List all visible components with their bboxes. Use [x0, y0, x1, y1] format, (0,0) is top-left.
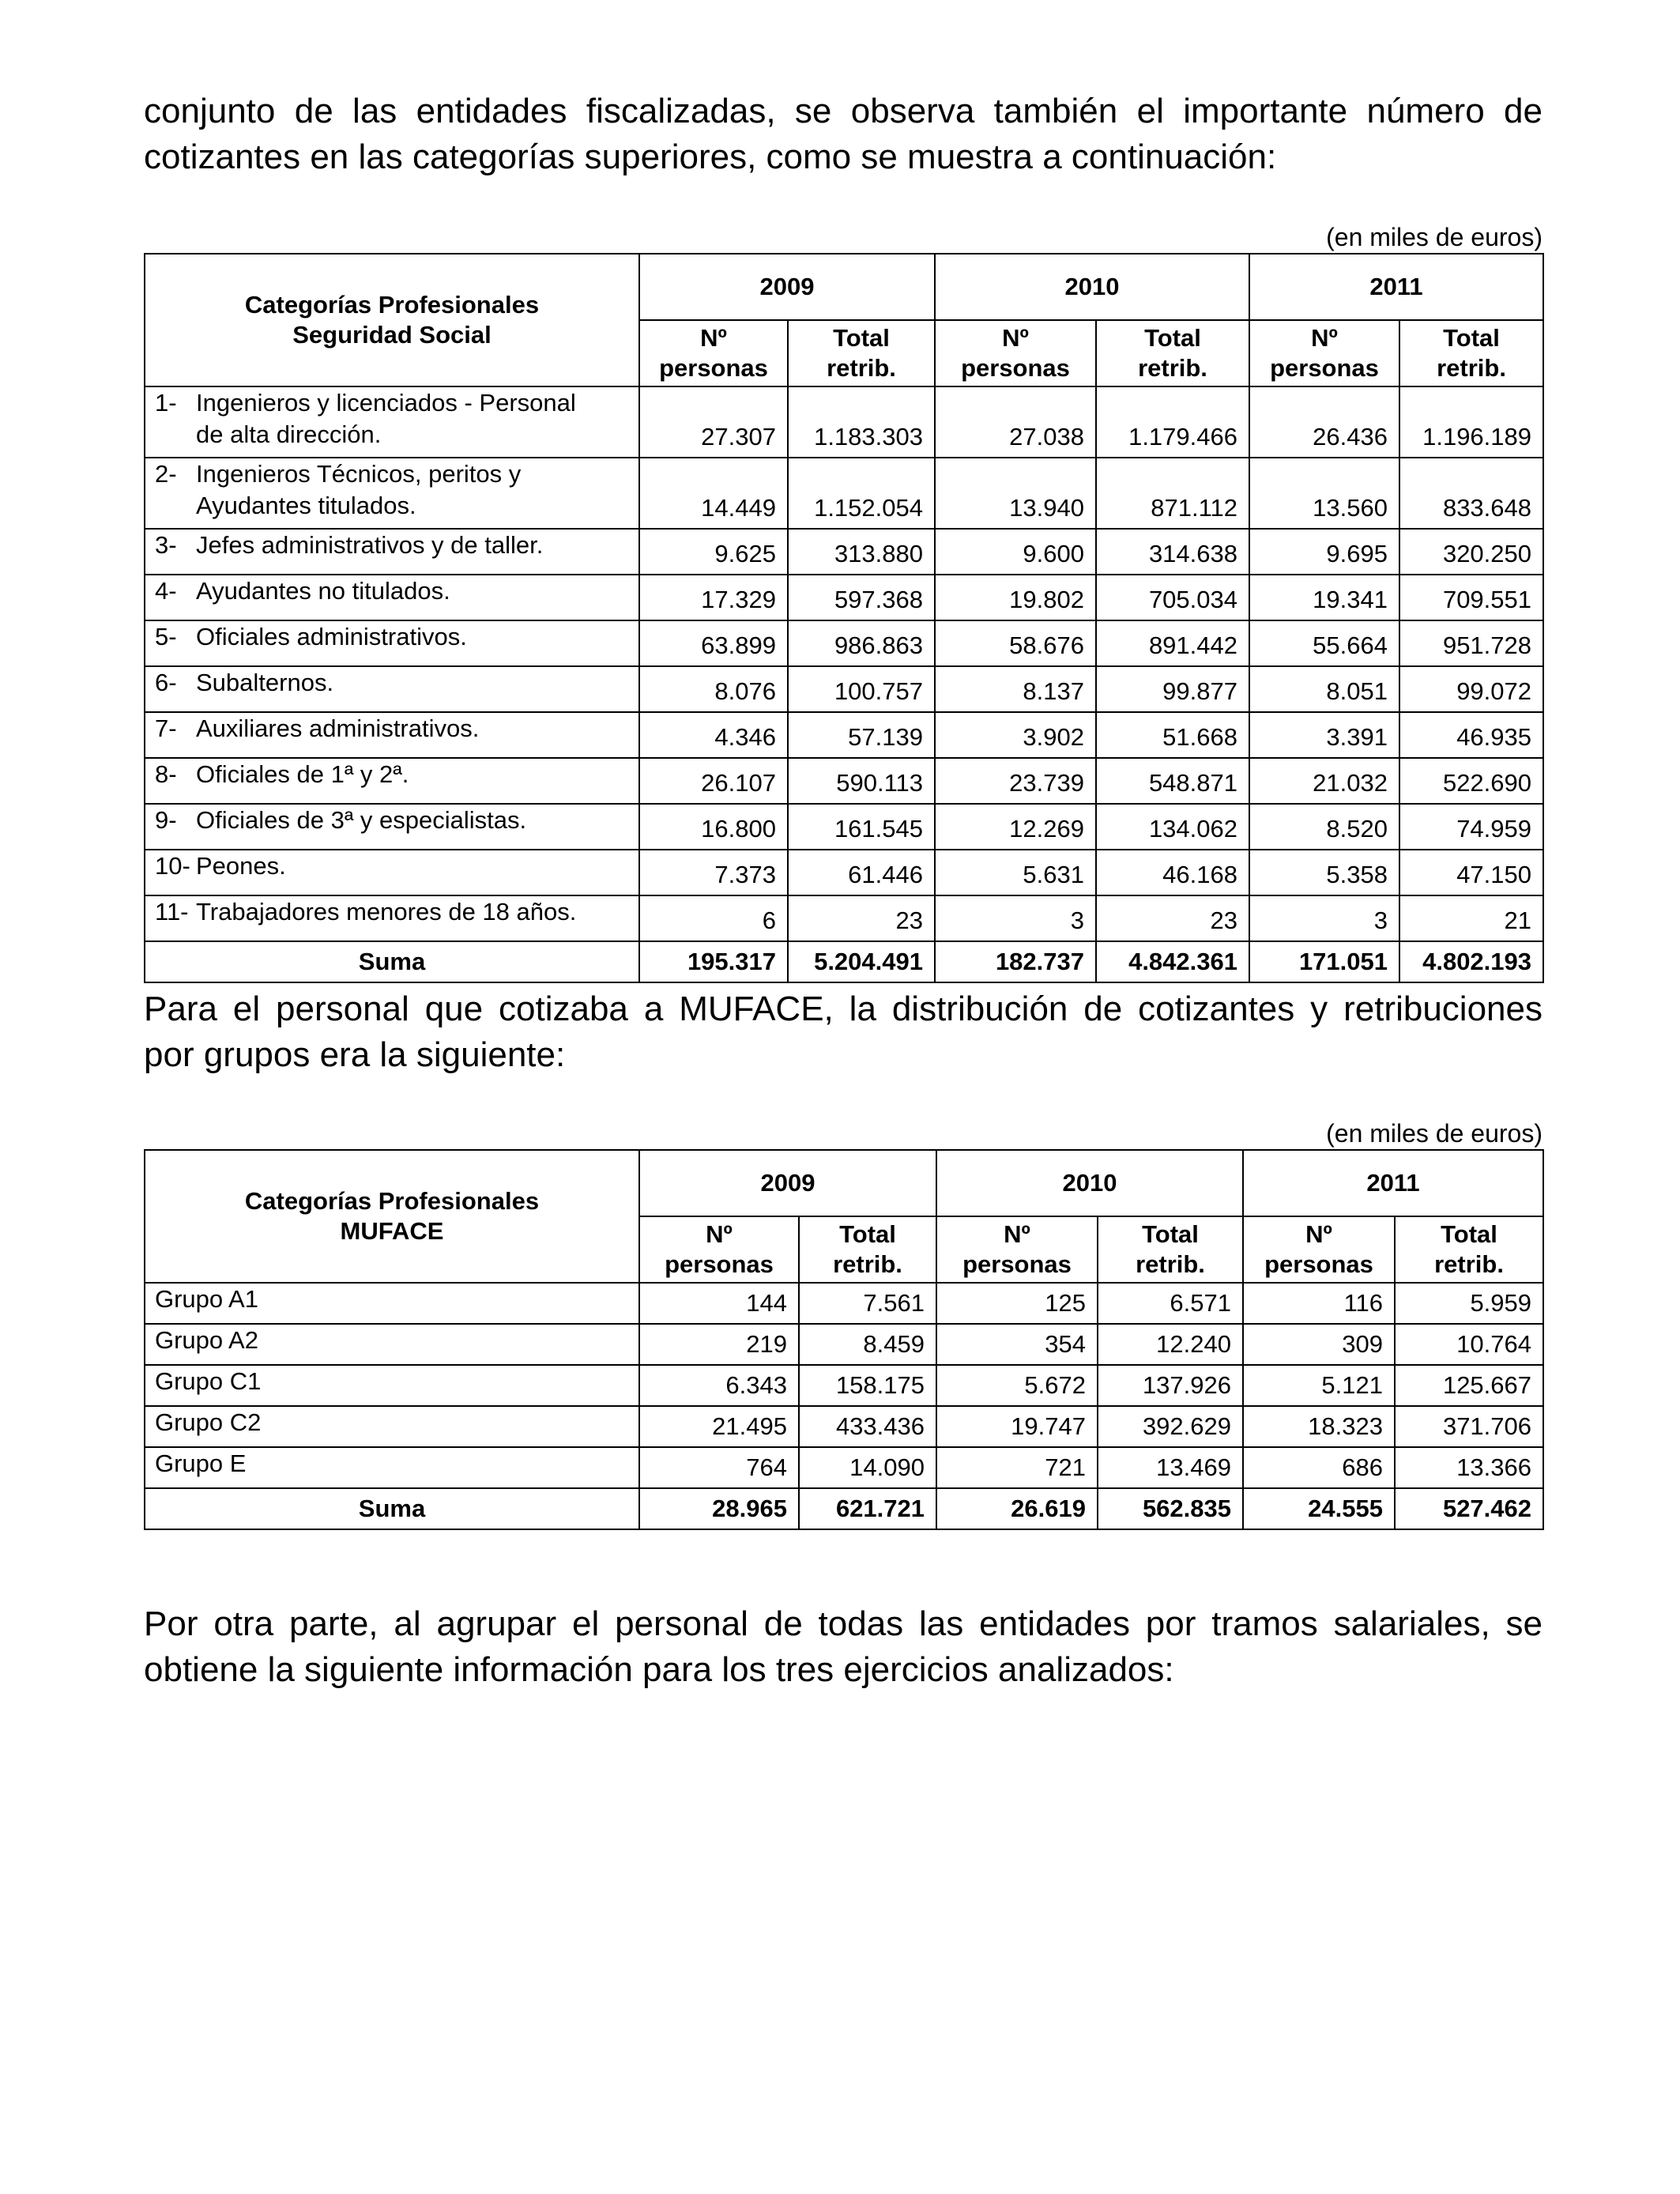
subheader-text: retrib.: [833, 1250, 902, 1278]
category-cell: [145, 804, 639, 850]
category-label: Oficiales de 1ª y 2ª.: [196, 760, 409, 788]
value-cell: 5.959: [1395, 1283, 1543, 1324]
subheader-text: personas: [659, 354, 768, 382]
value-cell: 5.204.491: [788, 941, 935, 982]
value-cell: 686: [1243, 1447, 1395, 1488]
category-header: [145, 1150, 639, 1283]
subheader-text: retrib.: [1136, 1250, 1205, 1278]
table-row: [145, 529, 1543, 575]
value-cell: 171.051: [1249, 941, 1399, 982]
category-label: Peones.: [196, 852, 286, 880]
value-cell: 158.175: [799, 1365, 936, 1406]
subheader-text: Nº: [700, 324, 727, 352]
value-cell: 597.368: [788, 575, 935, 620]
value-cell: 3.391: [1249, 712, 1399, 758]
category-number: 11-: [155, 898, 189, 925]
sum-row: [145, 1488, 1543, 1529]
value-cell: 1.183.303: [788, 386, 935, 458]
category-cell: [145, 850, 639, 895]
subheader-text: personas: [1270, 354, 1379, 382]
header-text: Seguridad Social: [292, 321, 492, 349]
category-number: 9-: [155, 806, 177, 834]
value-cell: 13.560: [1249, 458, 1399, 529]
value-cell: 21.032: [1249, 758, 1399, 804]
value-cell: 10.764: [1395, 1324, 1543, 1365]
value-cell: 14.090: [799, 1447, 936, 1488]
persons-subheader: [935, 320, 1096, 386]
table-row: [145, 1365, 1543, 1406]
value-cell: 24.555: [1243, 1488, 1395, 1529]
total-subheader: [1399, 320, 1543, 386]
header-text: Categorías Profesionales: [244, 291, 540, 319]
table-row: [145, 1324, 1543, 1365]
category-cell: [145, 386, 639, 458]
category-number: 1-: [155, 389, 177, 417]
category-cell: [145, 666, 639, 712]
value-cell: 116: [1243, 1283, 1395, 1324]
value-cell: 313.880: [788, 529, 935, 575]
value-cell: 986.863: [788, 620, 935, 666]
sum-row: [145, 941, 1543, 982]
group-label: Grupo A1: [145, 1283, 639, 1324]
table-row: [145, 575, 1543, 620]
value-cell: 721: [936, 1447, 1098, 1488]
subheader-text: Nº: [1305, 1220, 1332, 1248]
group-label: Grupo E: [145, 1447, 639, 1488]
value-cell: 23: [1096, 895, 1249, 941]
subheader-text: Total: [839, 1220, 896, 1248]
value-cell: 125: [936, 1283, 1098, 1324]
value-cell: 5.672: [936, 1365, 1098, 1406]
value-cell: 871.112: [1096, 458, 1249, 529]
subheader-text: retrib.: [1138, 354, 1207, 382]
value-cell: 19.747: [936, 1406, 1098, 1447]
value-cell: 5.358: [1249, 850, 1399, 895]
value-cell: 705.034: [1096, 575, 1249, 620]
value-cell: 74.959: [1399, 804, 1543, 850]
paragraph-line: cotizantes en las categorías superiores, como se muestra a continuación:: [144, 138, 1277, 176]
subheader-text: retrib.: [1434, 1250, 1504, 1278]
value-cell: 137.926: [1098, 1365, 1243, 1406]
value-cell: 951.728: [1399, 620, 1543, 666]
value-cell: 28.965: [639, 1488, 799, 1529]
table-row: [145, 712, 1543, 758]
category-number: 2-: [155, 460, 177, 488]
value-cell: 8.076: [639, 666, 788, 712]
value-cell: 3.902: [935, 712, 1096, 758]
sum-label: Suma: [145, 1488, 639, 1529]
category-number: 3-: [155, 531, 177, 559]
value-cell: 8.459: [799, 1324, 936, 1365]
value-cell: 6: [639, 895, 788, 941]
category-cell: [145, 529, 639, 575]
category-cell: [145, 895, 639, 941]
category-header: [145, 254, 639, 386]
value-cell: 314.638: [1096, 529, 1249, 575]
category-label: Ingenieros Técnicos, peritos y: [196, 460, 522, 488]
persons-subheader: [1243, 1216, 1395, 1283]
category-cell: [145, 620, 639, 666]
value-cell: 26.107: [639, 758, 788, 804]
value-cell: 21.495: [639, 1406, 799, 1447]
value-cell: 46.168: [1096, 850, 1249, 895]
subheader-text: Nº: [706, 1220, 733, 1248]
category-cell: [145, 575, 639, 620]
value-cell: 354: [936, 1324, 1098, 1365]
value-cell: 13.940: [935, 458, 1096, 529]
subheader-text: retrib.: [827, 354, 896, 382]
value-cell: 527.462: [1395, 1488, 1543, 1529]
category-label: Ingenieros y licenciados - Personal: [196, 389, 576, 417]
subheader-text: Nº: [1002, 324, 1029, 352]
value-cell: 144: [639, 1283, 799, 1324]
category-label: Oficiales de 3ª y especialistas.: [196, 806, 527, 834]
category-cell: [145, 712, 639, 758]
seguridad-social-table: [144, 253, 1544, 983]
value-cell: 99.877: [1096, 666, 1249, 712]
category-cell: [145, 458, 639, 529]
table-row: [145, 895, 1543, 941]
persons-subheader: [639, 320, 788, 386]
value-cell: 51.668: [1096, 712, 1249, 758]
table-row: [145, 458, 1543, 529]
table2-unit-note: (en miles de euros): [1326, 1119, 1543, 1148]
persons-subheader: [1249, 320, 1399, 386]
year-header: 2010: [936, 1150, 1243, 1216]
subheader-text: Nº: [1004, 1220, 1030, 1248]
value-cell: 14.449: [639, 458, 788, 529]
value-cell: 12.240: [1098, 1324, 1243, 1365]
table-row: [145, 804, 1543, 850]
paragraph-line: por grupos era la siguiente:: [144, 1035, 566, 1074]
category-label: Trabajadores menores de 18 años.: [196, 898, 577, 925]
value-cell: 17.329: [639, 575, 788, 620]
category-label: Jefes administrativos y de taller.: [196, 531, 544, 559]
intro-paragraph: [144, 89, 1543, 180]
subheader-text: Total: [1443, 324, 1500, 352]
category-number: 4-: [155, 577, 177, 605]
table-row: [145, 1283, 1543, 1324]
table-row: [145, 850, 1543, 895]
value-cell: 3: [935, 895, 1096, 941]
closing-paragraph: [144, 1601, 1543, 1693]
value-cell: 6.571: [1098, 1283, 1243, 1324]
table-row: [145, 386, 1543, 458]
subheader-text: personas: [961, 354, 1070, 382]
value-cell: 23: [788, 895, 935, 941]
value-cell: 1.152.054: [788, 458, 935, 529]
year-header: 2009: [639, 254, 935, 320]
value-cell: 8.051: [1249, 666, 1399, 712]
value-cell: 99.072: [1399, 666, 1543, 712]
value-cell: 8.520: [1249, 804, 1399, 850]
category-label: de alta dirección.: [196, 420, 382, 448]
value-cell: 195.317: [639, 941, 788, 982]
value-cell: 891.442: [1096, 620, 1249, 666]
table-row: [145, 666, 1543, 712]
value-cell: 392.629: [1098, 1406, 1243, 1447]
sum-label: Suma: [145, 941, 639, 982]
subheader-text: personas: [962, 1250, 1072, 1278]
value-cell: 562.835: [1098, 1488, 1243, 1529]
value-cell: 18.323: [1243, 1406, 1395, 1447]
header-text: MUFACE: [340, 1217, 444, 1245]
value-cell: 55.664: [1249, 620, 1399, 666]
value-cell: 63.899: [639, 620, 788, 666]
value-cell: 9.600: [935, 529, 1096, 575]
value-cell: 5.631: [935, 850, 1096, 895]
total-subheader: [1098, 1216, 1243, 1283]
value-cell: 3: [1249, 895, 1399, 941]
value-cell: 7.373: [639, 850, 788, 895]
value-cell: 46.935: [1399, 712, 1543, 758]
category-label: Ayudantes no titulados.: [196, 577, 450, 605]
category-number: 6-: [155, 669, 177, 696]
value-cell: 23.739: [935, 758, 1096, 804]
table-row: [145, 1447, 1543, 1488]
category-label: Auxiliares administrativos.: [196, 714, 480, 742]
value-cell: 309: [1243, 1324, 1395, 1365]
table-row: [145, 758, 1543, 804]
value-cell: 590.113: [788, 758, 935, 804]
value-cell: 125.667: [1395, 1365, 1543, 1406]
value-cell: 833.648: [1399, 458, 1543, 529]
total-subheader: [1395, 1216, 1543, 1283]
group-label: Grupo A2: [145, 1324, 639, 1365]
value-cell: 182.737: [935, 941, 1096, 982]
value-cell: 320.250: [1399, 529, 1543, 575]
value-cell: 16.800: [639, 804, 788, 850]
subheader-text: Nº: [1311, 324, 1338, 352]
year-header: 2011: [1243, 1150, 1543, 1216]
subheader-text: Total: [1441, 1220, 1497, 1248]
value-cell: 134.062: [1096, 804, 1249, 850]
group-label: Grupo C2: [145, 1406, 639, 1447]
value-cell: 219: [639, 1324, 799, 1365]
value-cell: 161.545: [788, 804, 935, 850]
total-subheader: [799, 1216, 936, 1283]
total-subheader: [1096, 320, 1249, 386]
category-number: 5-: [155, 623, 177, 650]
table-row: [145, 1406, 1543, 1447]
category-cell: [145, 758, 639, 804]
year-header: 2011: [1249, 254, 1543, 320]
value-cell: 26.436: [1249, 386, 1399, 458]
value-cell: 433.436: [799, 1406, 936, 1447]
value-cell: 1.196.189: [1399, 386, 1543, 458]
subheader-text: Total: [1144, 324, 1201, 352]
value-cell: 9.695: [1249, 529, 1399, 575]
value-cell: 522.690: [1399, 758, 1543, 804]
year-header: 2009: [639, 1150, 936, 1216]
value-cell: 709.551: [1399, 575, 1543, 620]
value-cell: 13.469: [1098, 1447, 1243, 1488]
value-cell: 47.150: [1399, 850, 1543, 895]
persons-subheader: [639, 1216, 799, 1283]
muface-table: [144, 1149, 1544, 1530]
value-cell: 5.121: [1243, 1365, 1395, 1406]
subheader-text: personas: [1264, 1250, 1373, 1278]
subheader-text: retrib.: [1437, 354, 1506, 382]
total-subheader: [788, 320, 935, 386]
value-cell: 100.757: [788, 666, 935, 712]
category-number: 7-: [155, 714, 177, 742]
value-cell: 19.802: [935, 575, 1096, 620]
paragraph-line: Por otra parte, al agrupar el personal de todas las entidades por tramos salariales, se: [144, 1604, 1543, 1643]
value-cell: 27.038: [935, 386, 1096, 458]
paragraph-line: Para el personal que cotizaba a MUFACE, la distribución de cotizantes y retribuciones: [144, 990, 1543, 1028]
paragraph-line: obtiene la siguiente información para los tres ejercicios analizados:: [144, 1650, 1174, 1689]
value-cell: 26.619: [936, 1488, 1098, 1529]
value-cell: 764: [639, 1447, 799, 1488]
value-cell: 6.343: [639, 1365, 799, 1406]
value-cell: 57.139: [788, 712, 935, 758]
persons-subheader: [936, 1216, 1098, 1283]
header-text: Categorías Profesionales: [244, 1187, 540, 1215]
category-label: Ayudantes titulados.: [196, 492, 416, 519]
value-cell: 21: [1399, 895, 1543, 941]
table-row: [145, 620, 1543, 666]
group-label: Grupo C1: [145, 1365, 639, 1406]
value-cell: 4.346: [639, 712, 788, 758]
value-cell: 58.676: [935, 620, 1096, 666]
value-cell: 4.802.193: [1399, 941, 1543, 982]
muface-paragraph: [144, 986, 1543, 1078]
table1-unit-note: (en miles de euros): [1326, 223, 1543, 251]
value-cell: 12.269: [935, 804, 1096, 850]
value-cell: 27.307: [639, 386, 788, 458]
subheader-text: personas: [665, 1250, 774, 1278]
value-cell: 621.721: [799, 1488, 936, 1529]
category-number: 10-: [155, 852, 190, 880]
value-cell: 19.341: [1249, 575, 1399, 620]
value-cell: 61.446: [788, 850, 935, 895]
year-header: 2010: [935, 254, 1249, 320]
category-label: Oficiales administrativos.: [196, 623, 467, 650]
value-cell: 13.366: [1395, 1447, 1543, 1488]
value-cell: 548.871: [1096, 758, 1249, 804]
value-cell: 7.561: [799, 1283, 936, 1324]
paragraph-line: conjunto de las entidades fiscalizadas, se observa también el importante número de: [144, 92, 1543, 130]
value-cell: 1.179.466: [1096, 386, 1249, 458]
subheader-text: Total: [833, 324, 890, 352]
category-label: Subalternos.: [196, 669, 334, 696]
value-cell: 4.842.361: [1096, 941, 1249, 982]
category-number: 8-: [155, 760, 177, 788]
value-cell: 371.706: [1395, 1406, 1543, 1447]
value-cell: 9.625: [639, 529, 788, 575]
subheader-text: Total: [1142, 1220, 1199, 1248]
value-cell: 8.137: [935, 666, 1096, 712]
